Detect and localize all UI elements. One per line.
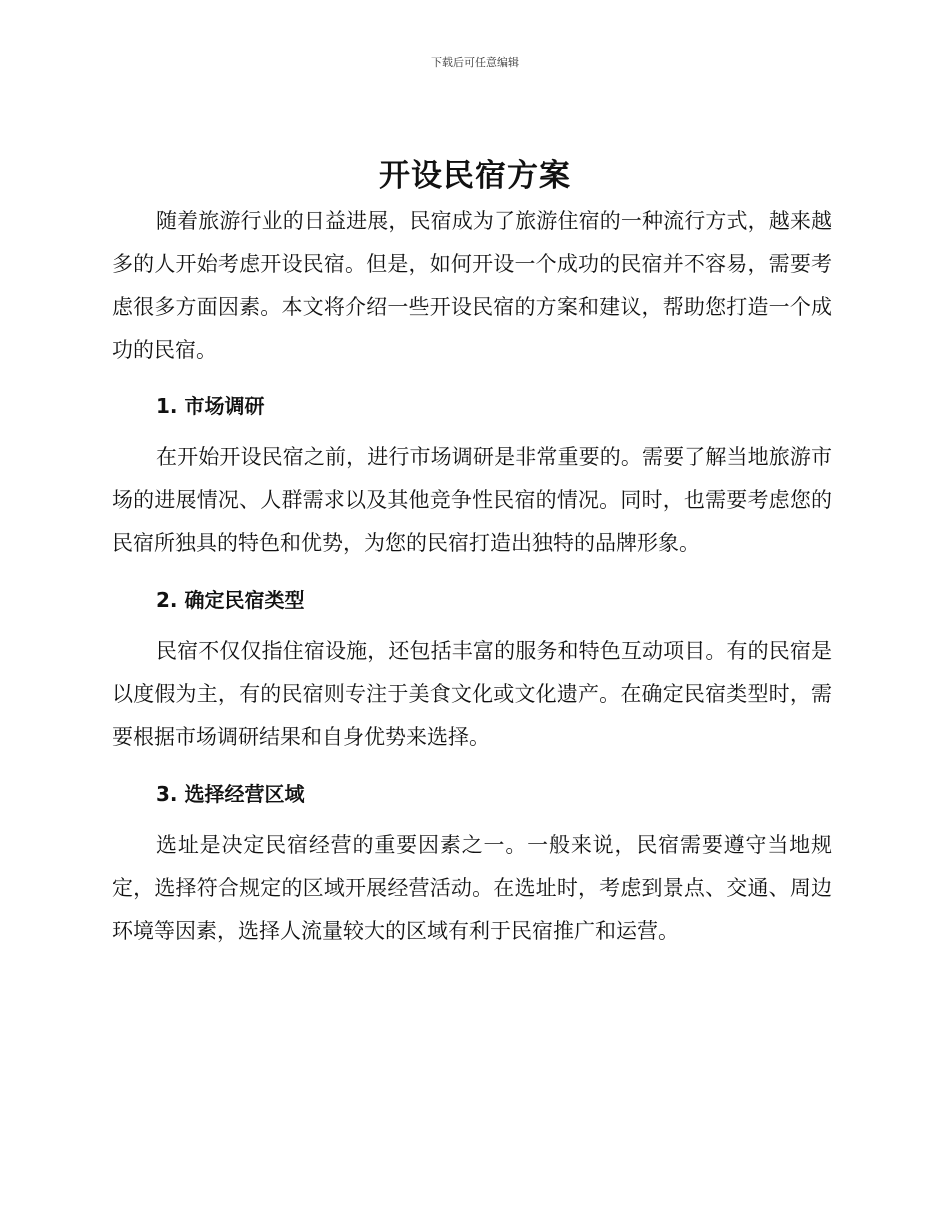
document-title: 开设民宿方案: [379, 158, 571, 194]
section-body-homestay-type: 民宿不仅仅指住宿设施，还包括丰富的服务和特色互动项目。有的民宿是以度假为主，有的民宿则专注于美食文化或文化遗产。在确定民宿类型时，需要根据市场调研结果和自身优势来选择。: [112, 639, 832, 749]
section-heading-market-research: 1. 市场调研: [156, 394, 265, 418]
section-heading-business-area: 3. 选择经营区域: [156, 782, 305, 806]
page-header-note: 下载后可任意编辑: [431, 56, 519, 69]
section-heading-homestay-type: 2. 确定民宿类型: [156, 588, 305, 612]
intro-paragraph: 随着旅游行业的日益进展，民宿成为了旅游住宿的一种流行方式，越来越多的人开始考虑开设民宿。但是，如何开设一个成功的民宿并不容易，需要考虑很多方面因素。本文将介绍一些开设民宿的方案和建议，帮助您打造一个成功的民宿。: [112, 209, 832, 362]
section-body-business-area: 选址是决定民宿经营的重要因素之一。一般来说，民宿需要遵守当地规定，选择符合规定的区域开展经营活动。在选址时，考虑到景点、交通、周边环境等因素，选择人流量较大的区域有利于民宿推广和运营。: [112, 833, 832, 943]
section-body-market-research: 在开始开设民宿之前，进行市场调研是非常重要的。需要了解当地旅游市场的进展情况、人群需求以及其他竞争性民宿的情况。同时，也需要考虑您的民宿所独具的特色和优势，为您的民宿打造出独特的品牌形象。: [112, 445, 832, 555]
